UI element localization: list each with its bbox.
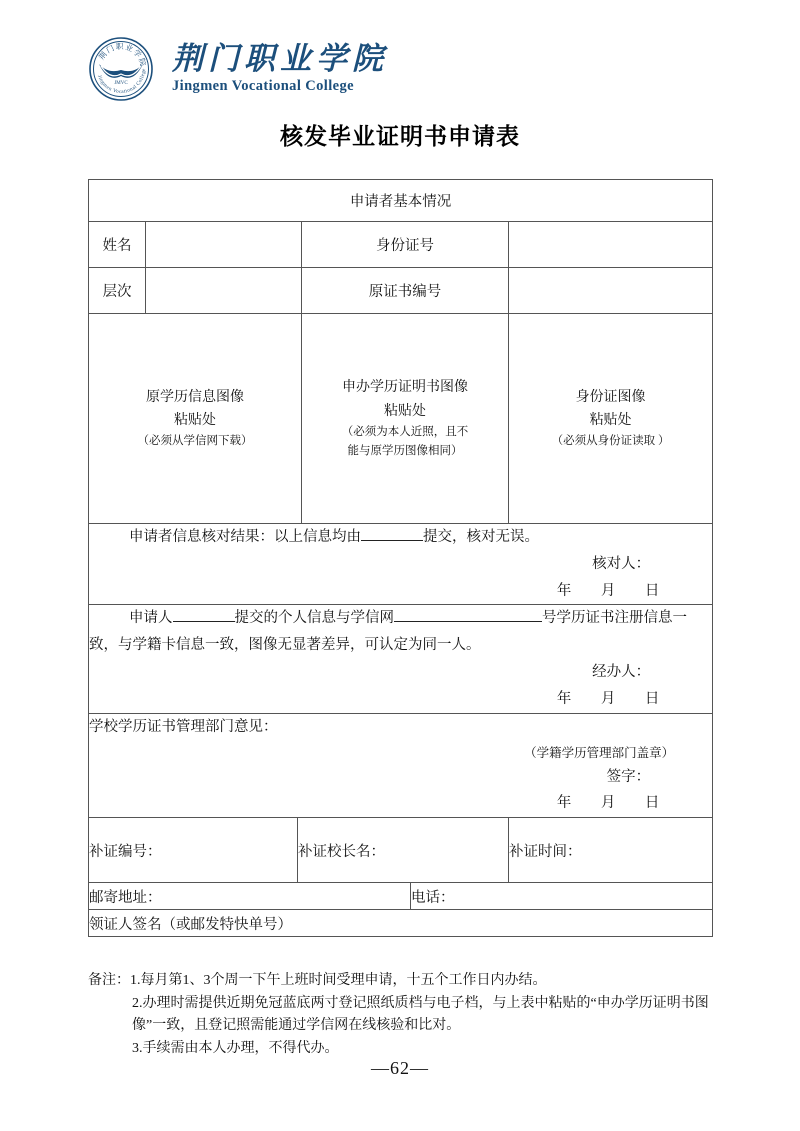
photo-area-1-note: （必须从学信网下载） [137, 435, 253, 448]
svg-text:荆门职业学院: 荆门职业学院 [96, 41, 149, 69]
photo-area-3-line2: 粘贴处 [589, 413, 632, 429]
remarks-item-3: 3.手续需由本人办理，不得代办。 [132, 1041, 339, 1057]
page-number: —62— [371, 1058, 429, 1078]
confirmation-text-b: 提交的个人信息与学信网 [234, 610, 394, 627]
remarks-label: 备注： [88, 973, 130, 988]
application-form-table [88, 179, 713, 937]
photo-area-original-education[interactable] [89, 314, 302, 524]
verification-blank-field[interactable] [361, 540, 423, 541]
phone-label: 电话： [411, 889, 455, 906]
table-row [89, 268, 713, 314]
letterhead [88, 30, 712, 108]
verifier-day-label: 日 [644, 582, 660, 599]
department-date-line [89, 790, 712, 817]
verifier-signature-line [89, 551, 712, 578]
id-number-value-field[interactable] [509, 222, 713, 268]
supplement-principal-label: 补证校长名： [298, 843, 385, 860]
receipt-signature-label: 领证人签名（或邮发特快单号） [89, 916, 292, 933]
name-label: 姓名 [89, 222, 146, 268]
contact-row [89, 883, 713, 910]
department-day-label: 日 [644, 795, 660, 812]
supplement-row [89, 818, 713, 883]
department-opinion-row [89, 713, 713, 818]
handler-month-label: 月 [600, 690, 616, 707]
verification-text-b: 提交，核对无误。 [423, 529, 539, 545]
id-number-label: 身份证号 [302, 222, 509, 268]
original-cert-label: 原证书编号 [302, 268, 509, 314]
confirmation-text-c: 号学历证书注册 [542, 610, 644, 627]
supplement-number-label: 补证编号： [89, 843, 162, 860]
svg-text:Jingmen Vocational College: Jingmen Vocational College [96, 68, 148, 96]
phone-field[interactable] [411, 883, 713, 910]
photo-area-new-certificate[interactable] [302, 314, 509, 524]
receipt-row [89, 910, 713, 937]
original-cert-value-field[interactable] [509, 268, 713, 314]
handler-date-line [89, 686, 712, 713]
confirmation-row [89, 605, 713, 713]
receipt-signature-field[interactable] [89, 910, 713, 937]
department-signature-label: 签字： [606, 768, 651, 785]
verification-sentence [89, 524, 712, 551]
verifier-label: 核对人： [592, 555, 651, 572]
mailing-address-field[interactable] [89, 883, 411, 910]
confirmation-text-d: 信息一致，与学籍卡信息一致，图像无显著差异，可认定为同一人。 [89, 610, 687, 654]
photo-area-2-line1: 申办学历证明书图像 [342, 380, 468, 396]
name-value-field[interactable] [146, 222, 302, 268]
remarks-first-line [88, 970, 716, 993]
handler-year-label: 年 [556, 690, 572, 707]
photo-area-2-note-line2: 能与原学历图像相同） [347, 444, 463, 457]
handler-label: 经办人： [592, 664, 651, 681]
letterhead-text [172, 43, 388, 95]
remarks-section [88, 970, 716, 1061]
handler-signature-line [89, 659, 712, 686]
remarks-item-1: 1.每月第1、3个周一下午上班时间受理申请，十五个工作日内办结。 [130, 973, 547, 988]
supplement-time-label: 补证时间： [509, 843, 582, 860]
photo-area-3-note: （必须从身份证读取 ） [551, 435, 670, 448]
confirmation-sentence [89, 605, 712, 659]
table-header-row [89, 180, 713, 222]
department-signature-line [89, 764, 712, 791]
supplement-principal-field[interactable] [298, 818, 509, 883]
level-label: 层次 [89, 268, 146, 314]
supplement-number-field[interactable] [89, 818, 298, 883]
page-title: 核发毕业证明书申请表 [280, 124, 520, 150]
svg-text:JMVC: JMVC [114, 81, 128, 86]
photo-area-1-line2: 粘贴处 [174, 413, 216, 429]
handler-day-label: 日 [644, 690, 660, 707]
verifier-year-label: 年 [556, 582, 572, 599]
confirmation-text-a: 申请人 [129, 610, 173, 627]
mailing-address-label: 邮寄地址： [89, 889, 162, 906]
cert-number-blank-field[interactable] [394, 621, 542, 622]
photo-area-2-line2: 粘贴处 [384, 403, 426, 419]
verification-text-a: 申请者信息核对结果：以上信息均由 [129, 529, 361, 545]
department-year-label: 年 [556, 795, 572, 812]
table-header-cell: 申请者基本情况 [89, 180, 713, 222]
college-name-cn: 荆门职业学院 [172, 41, 388, 78]
college-name-en: Jingmen Vocational College [172, 77, 354, 94]
photo-paste-row [89, 314, 713, 524]
college-seal-icon [88, 36, 154, 102]
photo-area-1-line1: 原学历信息图像 [146, 389, 244, 405]
verification-row [89, 524, 713, 605]
department-month-label: 月 [600, 795, 616, 812]
table-row [89, 222, 713, 268]
department-opinion-block[interactable] [89, 713, 713, 818]
photo-area-id-card[interactable] [509, 314, 713, 524]
level-value-field[interactable] [146, 268, 302, 314]
remarks-item-2: 2.办理时需提供近期免冠蓝底两寸登记照纸质档与电子档，与上表中粘贴的“申办学历证明书图像”一致，且登记照需能通过学信网在线核验和比对。 [132, 995, 709, 1034]
verifier-date-line [89, 578, 712, 605]
department-stamp-note: （学籍学历管理部门盖章） [524, 744, 675, 760]
supplement-time-field[interactable] [509, 818, 713, 883]
department-opinion-label: 学校学历证书管理部门意见： [89, 718, 278, 735]
applicant-name-blank-field[interactable] [173, 621, 235, 622]
photo-area-3-line1: 身份证图像 [575, 389, 646, 405]
photo-area-2-note-line1: （必须为本人近照，且不 [341, 425, 469, 438]
confirmation-block [89, 605, 713, 713]
verifier-month-label: 月 [600, 582, 616, 599]
verification-block [89, 524, 713, 605]
